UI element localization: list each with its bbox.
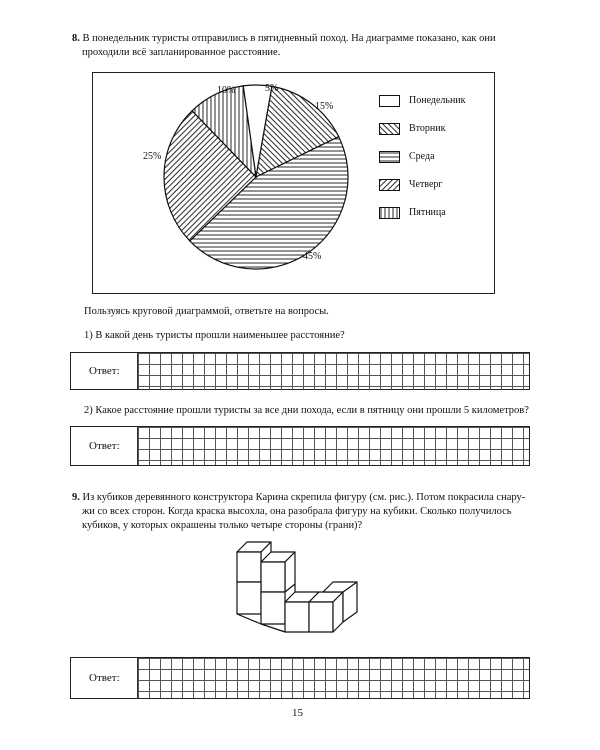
legend-swatch-monday bbox=[379, 95, 400, 107]
pct-label-tuesday: 15% bbox=[315, 101, 334, 112]
answer-label: Ответ: bbox=[89, 672, 120, 684]
task8-question1: 1) В какой день туристы прошли наименьшее расстояние? bbox=[84, 330, 345, 341]
cube-edge bbox=[261, 624, 285, 632]
legend-swatch-friday bbox=[379, 207, 400, 219]
legend-swatch-tuesday bbox=[379, 123, 400, 135]
answer-box-1 bbox=[70, 352, 530, 390]
pct-label-monday: 5% bbox=[265, 83, 279, 94]
cube-front-face bbox=[237, 552, 261, 582]
legend-label: Вторник bbox=[409, 123, 446, 134]
task9-line1: Из кубиков деревянного конструктора Карина скрепила фигуру (см. рис.). Потом покрасила снару- bbox=[82, 492, 526, 503]
answer-grid-3[interactable] bbox=[137, 658, 529, 698]
legend-swatch-thursday bbox=[379, 179, 400, 191]
cube-front-face bbox=[237, 582, 261, 614]
task8-line2: проходили всё запланированное расстояние. bbox=[82, 47, 281, 58]
legend-label: Пятница bbox=[409, 207, 446, 218]
task8-question2: 2) Какое расстояние прошли туристы за все дни похода, если в пятницу они прошли 5 километров? bbox=[84, 405, 529, 416]
task9-text bbox=[72, 491, 542, 533]
chart-frame bbox=[92, 72, 495, 294]
page-number: 15 bbox=[292, 707, 303, 719]
pct-label-friday: 10% bbox=[217, 85, 236, 96]
legend-label: Понедельник bbox=[409, 95, 466, 106]
answer-label: Ответ: bbox=[89, 440, 120, 452]
task8-text bbox=[72, 32, 542, 60]
answer-grid-2[interactable] bbox=[137, 427, 529, 465]
answer-box-2 bbox=[70, 426, 530, 466]
cube-figure bbox=[225, 538, 375, 648]
answer-grid-1[interactable] bbox=[137, 353, 529, 389]
cube-front-face bbox=[261, 562, 285, 592]
pct-label-wednesday: 45% bbox=[303, 251, 322, 262]
chart-legend bbox=[379, 95, 489, 235]
legend-swatch-wednesday bbox=[379, 151, 400, 163]
task9-line2: жи со всех сторон. Когда краска высохла, она разобрала фигуру на кубики. Сколько получилось bbox=[82, 506, 512, 517]
task9-number: 9. bbox=[72, 492, 80, 503]
task9-line3: кубиков, у которых окрашены только четыре стороны (грани)? bbox=[82, 520, 363, 531]
task8-line1: В понедельник туристы отправились в пятидневный поход. На диаграмме показано, как они bbox=[82, 33, 496, 44]
legend-label: Четверг bbox=[409, 179, 443, 190]
cube-front-face bbox=[261, 592, 285, 624]
cube-front-face bbox=[309, 602, 333, 632]
task8-number: 8. bbox=[72, 33, 80, 44]
cube-edge bbox=[237, 614, 261, 624]
answer-label: Ответ: bbox=[89, 365, 120, 377]
pct-label-thursday: 25% bbox=[143, 151, 162, 162]
task8-instruction: Пользуясь круговой диаграммой, ответьте на вопросы. bbox=[84, 306, 329, 317]
legend-label: Среда bbox=[409, 151, 435, 162]
answer-box-3 bbox=[70, 657, 530, 699]
cube-front-face bbox=[285, 602, 309, 632]
